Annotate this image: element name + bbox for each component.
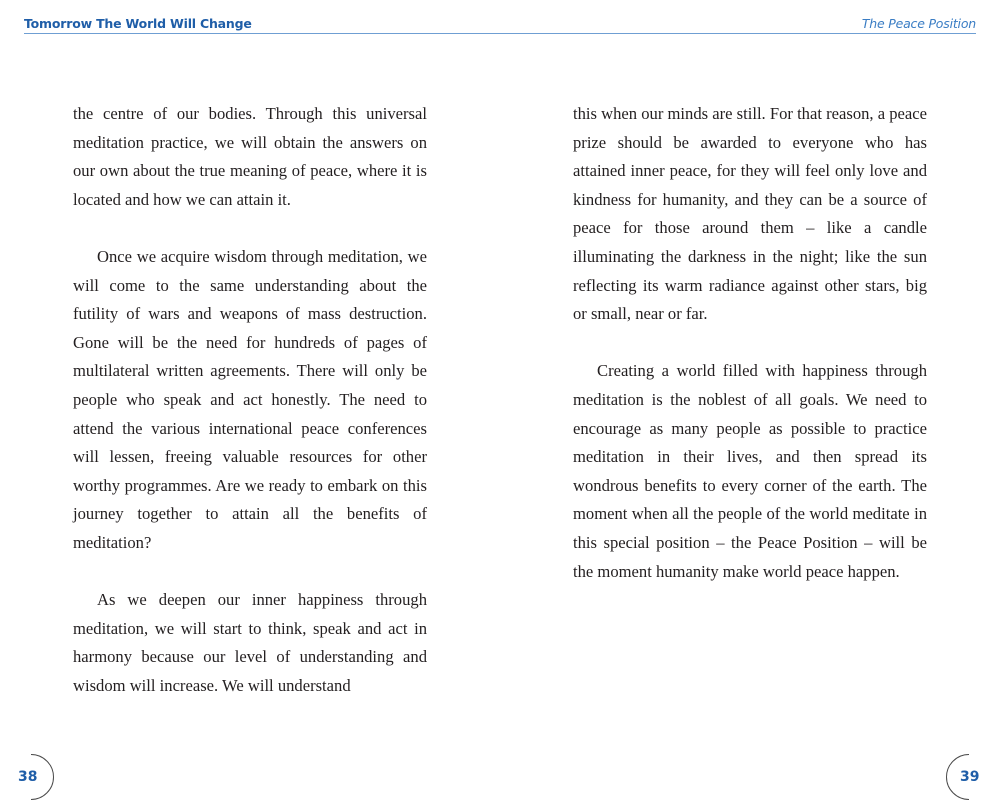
right-paragraph-2: Creating a world filled with happiness through meditation is the noblest of all goals. We need to encourage as many people as possible to practice meditation in their lives, and then spread its wondrous benefits to every corner of the earth. The moment when all the people of the world meditate in this special position – the Peace Position – will be the moment humanity make world peace happen. bbox=[573, 361, 927, 581]
right-page-body bbox=[573, 100, 927, 586]
paragraph-gap bbox=[573, 329, 927, 358]
header-divider bbox=[24, 33, 976, 34]
left-paragraph-1: the centre of our bodies. Through this universal meditation practice, we will obtain the answers on our own about the true meaning of peace, where it is located and how we can attain it. bbox=[73, 104, 427, 209]
page-number-left: 38 bbox=[18, 769, 38, 785]
left-page-body bbox=[73, 100, 427, 700]
paragraph-gap bbox=[73, 214, 427, 243]
page-number-right: 39 bbox=[960, 769, 980, 785]
left-paragraph-2: Once we acquire wisdom through meditation, we will come to the same understanding about the futility of wars and weapons of mass destruction. Gone will be the need for hundreds of pages of multilateral written agreements. There will only be people who speak and act honestly. The need to attend the various international peace conferences will lessen, freeing valuable resources for other worthy programmes. Are we ready to embark on this journey together to attain all the benefits of meditation? bbox=[73, 246, 427, 552]
running-header-book-title: Tomorrow The World Will Change bbox=[24, 16, 252, 31]
paragraph-gap bbox=[73, 558, 427, 587]
left-paragraph-3: As we deepen our inner happiness through meditation, we will start to think, speak and act in harmony because our level of understanding and wisdom will increase. We will understand bbox=[73, 590, 427, 695]
running-header-chapter-title: The Peace Position bbox=[861, 16, 976, 31]
right-paragraph-1: this when our minds are still. For that reason, a peace prize should be awarded to everyone who has attained inner peace, for they will feel only love and kindness for humanity, and they can be a source of peace for those around them – like a candle illuminating the darkness in the night; like the sun reflecting its warm radiance against other stars, big or small, near or far. bbox=[573, 104, 927, 324]
